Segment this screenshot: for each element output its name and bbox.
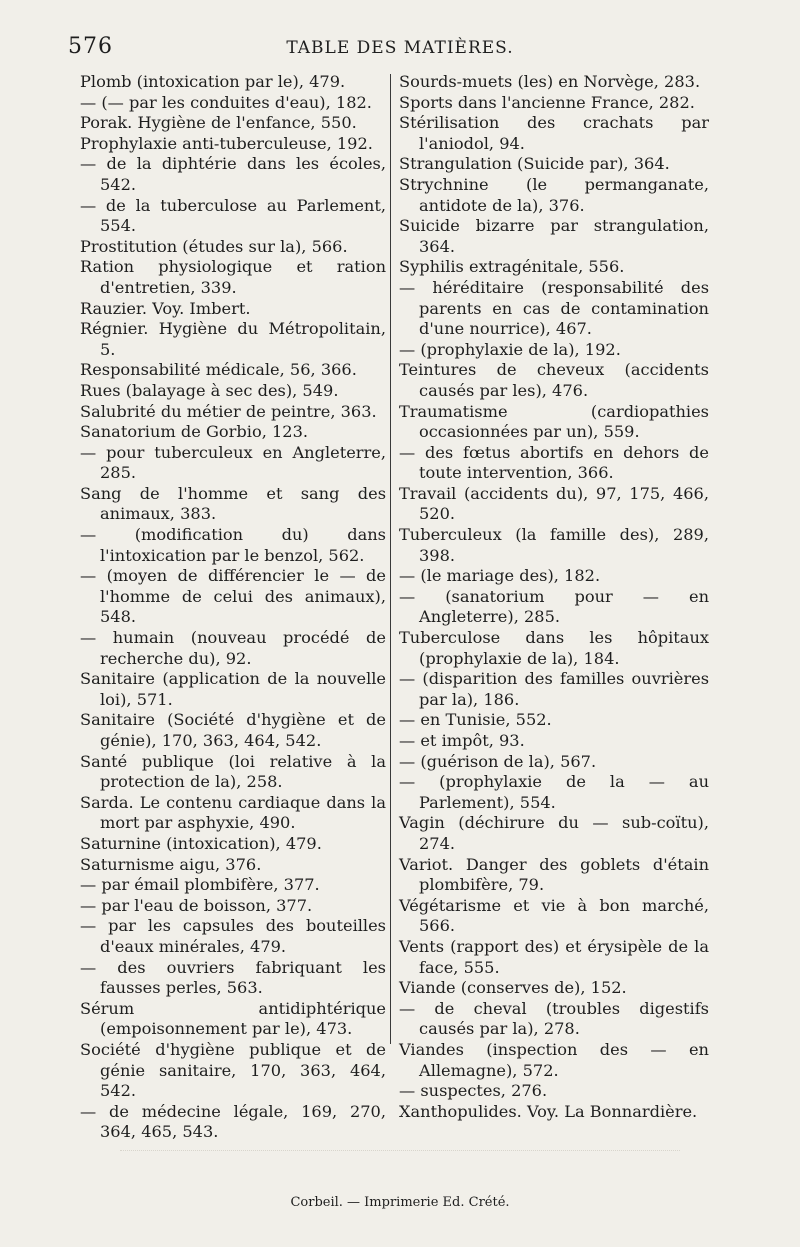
- index-entry: — de la diphtérie dans les écoles, 542.: [80, 154, 386, 194]
- index-column-right: [399, 72, 709, 1122]
- running-head: TABLE DES MATIÈRES.: [286, 38, 514, 58]
- index-entry: Suicide bizarre par strangulation, 364.: [399, 216, 709, 256]
- index-entry: Teintures de cheveux (accidents causés par les), 476.: [399, 360, 709, 400]
- index-entry: — de cheval (troubles digestifs causés par la), 278.: [399, 998, 709, 1039]
- index-entry: Rauzier. Voy. Imbert.: [80, 298, 251, 318]
- index-entry: Végétarisme et vie à bon marché, 566.: [399, 895, 709, 936]
- index-entry: Salubrité du métier de peintre, 363.: [80, 401, 377, 421]
- index-entry: — des ouvriers fabriquant les fausses perles, 563.: [80, 957, 386, 998]
- index-entry: Travail (accidents du), 97, 175, 466, 520.: [399, 483, 709, 524]
- column-divider: [390, 74, 391, 1044]
- index-entry: Vents (rapport des) et érysipèle de la face, 555.: [399, 936, 709, 977]
- index-entry: Santé publique (loi relative à la protection de la), 258.: [80, 751, 386, 792]
- index-entry: Sérum antidiphtérique (empoisonnement par le), 473.: [80, 998, 386, 1039]
- index-entry: — par l'eau de boisson, 377.: [80, 895, 313, 915]
- index-entry: Sourds-muets (les) en Norvège, 283.: [399, 72, 701, 91]
- index-entry: Variot. Danger des goblets d'étain plombifère, 79.: [399, 854, 709, 895]
- index-entry: Sarda. Le contenu cardiaque dans la mort par asphyxie, 490.: [80, 792, 386, 833]
- index-entry: — et impôt, 93.: [399, 731, 525, 750]
- index-entry: Strychnine (le permanganate, antidote de la), 376.: [399, 174, 709, 215]
- index-entry: — suspectes, 276.: [399, 1081, 548, 1101]
- index-entry: Prostitution (études sur la), 566.: [80, 236, 348, 256]
- index-entry: — par les capsules des bouteilles d'eaux minérales, 479.: [80, 916, 386, 956]
- index-entry: Tuberculose dans les hôpitaux (prophylaxie de la), 184.: [399, 628, 709, 668]
- index-entry: — (prophylaxie de la — au Parlement), 554.: [399, 772, 709, 812]
- index-entry: Sanatorium de Gorbio, 123.: [80, 422, 309, 442]
- index-entry: — (modification du) dans l'intoxication par le benzol, 562.: [80, 525, 386, 565]
- index-entry: Rues (balayage à sec des), 549.: [80, 380, 339, 400]
- index-entry: — (le mariage des), 182.: [399, 566, 601, 586]
- index-entry: Strangulation (Suicide par), 364.: [399, 154, 670, 174]
- index-entry: Sanitaire (Société d'hygiène et de génie), 170, 363, 464, 542.: [80, 710, 386, 750]
- index-entry: Sports dans l'ancienne France, 282.: [399, 92, 695, 112]
- bleed-through-marks: [120, 1150, 680, 1181]
- index-entry: Xanthopulides. Voy. La Bonnardière.: [399, 1101, 698, 1121]
- index-entry: Stérilisation des crachats par l'aniodol, 94.: [399, 113, 709, 153]
- index-entry: Plomb (intoxication par le), 479.: [80, 72, 346, 91]
- index-entry: Syphilis extragénitale, 556.: [399, 257, 625, 277]
- index-entry: Viande (conserves de), 152.: [399, 978, 627, 998]
- index-entry: Vagin (déchirure du — sub-coïtu), 274.: [399, 813, 709, 853]
- index-entry: — par émail plombifère, 377.: [80, 875, 320, 895]
- index-entry: Saturnisme aigu, 376.: [80, 854, 262, 874]
- index-entry: Responsabilité médicale, 56, 366.: [80, 360, 357, 380]
- index-entry: — des fœtus abortifs en dehors de toute intervention, 366.: [399, 442, 709, 483]
- index-entry: Sanitaire (application de la nouvelle loi), 571.: [80, 669, 386, 709]
- index-entry: — de la tuberculose au Parlement, 554.: [80, 195, 386, 236]
- index-entry: — (moyen de différencier le — de l'homme de celui des animaux), 548.: [80, 566, 386, 627]
- index-entry: — pour tuberculeux en Angleterre, 285.: [80, 442, 386, 483]
- index-entry: — (— par les conduites d'eau), 182.: [80, 92, 372, 112]
- index-entry: Viandes (inspection des — en Allemagne), 572.: [399, 1039, 709, 1080]
- index-entry: — (guérison de la), 567.: [399, 751, 597, 771]
- index-entry: Prophylaxie anti-tuberculeuse, 192.: [80, 133, 373, 153]
- index-entry: — (sanatorium pour — en Angleterre), 285.: [399, 586, 709, 627]
- index-entry: Porak. Hygiène de l'enfance, 550.: [80, 113, 357, 133]
- index-entry: — (prophylaxie de la), 192.: [399, 339, 621, 359]
- index-entry: — en Tunisie, 552.: [399, 710, 552, 730]
- printer-imprint: Corbeil. — Imprimerie Ed. Crété.: [290, 1195, 510, 1210]
- index-entry: Tuberculeux (la famille des), 289, 398.: [399, 525, 709, 565]
- index-entry: Saturnine (intoxication), 479.: [80, 833, 322, 853]
- index-entry: — héréditaire (responsabilité des parents en cas de contamination d'une nourrice), 467.: [399, 277, 709, 339]
- page-number: 576: [68, 34, 113, 59]
- index-entry: Régnier. Hygiène du Métropolitain, 5.: [80, 319, 386, 359]
- index-entry: — humain (nouveau procédé de recherche du), 92.: [80, 628, 386, 668]
- index-entry: — (disparition des familles ouvrières par la), 186.: [399, 669, 709, 709]
- index-column-left: [80, 72, 386, 1143]
- index-entry: Sang de l'homme et sang des animaux, 383.: [80, 483, 386, 524]
- index-entry: Traumatisme (cardiopathies occasionnées par un), 559.: [399, 401, 709, 442]
- index-entry: Ration physiologique et ration d'entretien, 339.: [80, 257, 386, 297]
- index-entry: — de médecine légale, 169, 270, 364, 465, 543.: [80, 1101, 386, 1142]
- index-entry: Société d'hygiène publique et de génie sanitaire, 170, 363, 464, 542.: [80, 1039, 386, 1101]
